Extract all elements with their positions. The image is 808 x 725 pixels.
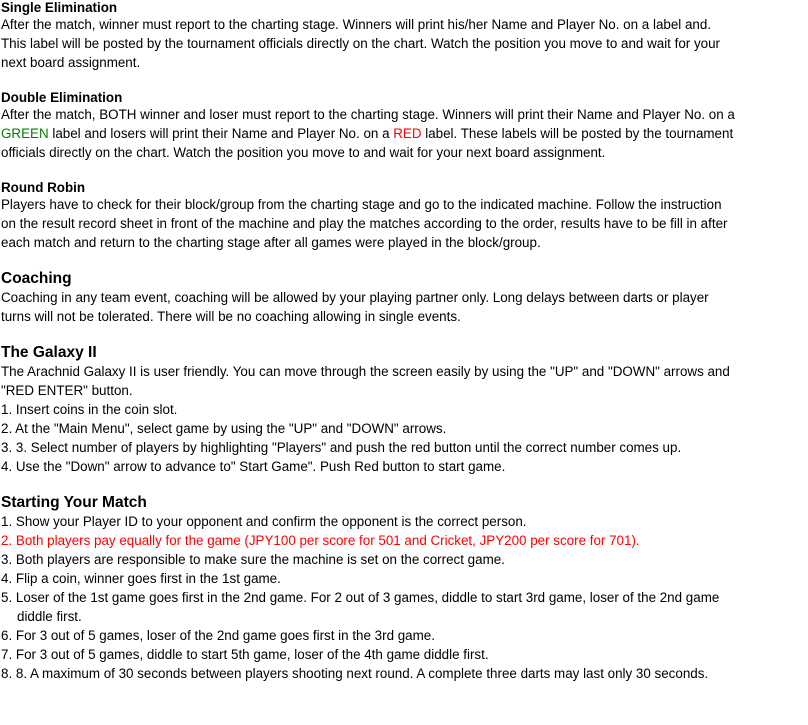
double-line-2 xyxy=(1,124,808,143)
section-double-elimination xyxy=(1,90,808,162)
galaxy-step: 2. At the "Main Menu", select game by using the "UP" and "DOWN" arrows. xyxy=(1,421,447,436)
double-line-2-mid: label and losers will print their Name and Player No. on a xyxy=(48,126,394,141)
match-item-8: 8. 8. A maximum of 30 seconds between players shooting next round. A complete three darts may last only 30 seconds. xyxy=(1,666,709,681)
galaxy-line-2: "RED ENTER" button. xyxy=(1,383,133,398)
match-item-6: 6. For 3 out of 5 games, loser of the 2nd game goes first in the 3rd game. xyxy=(1,628,435,643)
double-line-2-end: label. These labels will be posted by the tournament xyxy=(421,126,734,141)
section-round-robin xyxy=(1,180,808,252)
green-label-word: GREEN xyxy=(1,126,49,141)
galaxy-step: 3. 3. Select number of players by highlighting "Players" and push the red button until the correct number comes up. xyxy=(1,440,682,455)
section-coaching xyxy=(1,269,808,326)
match-item-7: 7. For 3 out of 5 games, diddle to start 5th game, loser of the 4th game diddle first. xyxy=(1,647,489,662)
galaxy-step: 4. Use the "Down" arrow to advance to" Start Game". Push Red button to start game. xyxy=(1,459,506,474)
starting-match-heading: Starting Your Match xyxy=(1,494,147,511)
robin-line-2: on the result record sheet in front of the machine and play the matches according to the order, results have to be fill in after xyxy=(1,216,728,231)
double-line-1: After the match, BOTH winner and loser must report to the charting stage. Winners will print their Name and Player No. on a xyxy=(1,107,735,122)
single-line-2: This label will be posted by the tournament officials directly on the chart. Watch the position you move to and wait for your xyxy=(1,36,721,51)
single-line-1: After the match, winner must report to the charting stage. Winners will print his/her Name and Player No. on a label and. xyxy=(1,17,712,32)
match-item-1: 1. Show your Player ID to your opponent and confirm the opponent is the correct person. xyxy=(1,514,527,529)
round-robin-heading: Round Robin xyxy=(1,180,86,195)
galaxy-line-1: The Arachnid Galaxy II is user friendly. You can move through the screen easily by using the "UP" and "DOWN" arrows and xyxy=(1,364,730,379)
coaching-line-2: turns will not be tolerated. There will be no coaching allowing in single events. xyxy=(1,309,461,324)
match-item-5-cont: diddle first. xyxy=(17,609,82,624)
robin-line-3: each match and return to the charting stage after all games were played in the block/group. xyxy=(1,235,541,250)
match-item-4: 4. Flip a coin, winner goes first in the 1st game. xyxy=(1,571,281,586)
single-elimination-heading: Single Elimination xyxy=(1,0,118,15)
match-item-3: 3. Both players are responsible to make sure the machine is set on the correct game. xyxy=(1,552,505,567)
coaching-heading: Coaching xyxy=(1,270,72,287)
section-single-elimination xyxy=(1,0,808,72)
double-line-3: officials directly on the chart. Watch the position you move to and wait for your next board assignment. xyxy=(1,145,606,160)
section-galaxy xyxy=(1,343,808,476)
red-label-word: RED xyxy=(393,126,422,141)
coaching-line-1: Coaching in any team event, coaching will be allowed by your playing partner only. Long delays between darts or player xyxy=(1,290,709,305)
single-line-3: next board assignment. xyxy=(1,55,141,70)
robin-line-1: Players have to check for their block/group from the charting stage and go to the indicated machine. Follow the instruction xyxy=(1,197,722,212)
galaxy-heading: The Galaxy II xyxy=(1,344,97,361)
match-item-2: 2. Both players pay equally for the game (JPY100 per score for 501 and Cricket, JPY200 per score for 701). xyxy=(1,533,640,548)
galaxy-step: 1. Insert coins in the coin slot. xyxy=(1,402,178,417)
double-elimination-heading: Double Elimination xyxy=(1,90,123,105)
section-starting-match xyxy=(1,493,808,683)
match-item-5: 5. Loser of the 1st game goes first in the 2nd game. For 2 out of 3 games, diddle to start 3rd game, loser of the 2nd game xyxy=(1,590,720,605)
